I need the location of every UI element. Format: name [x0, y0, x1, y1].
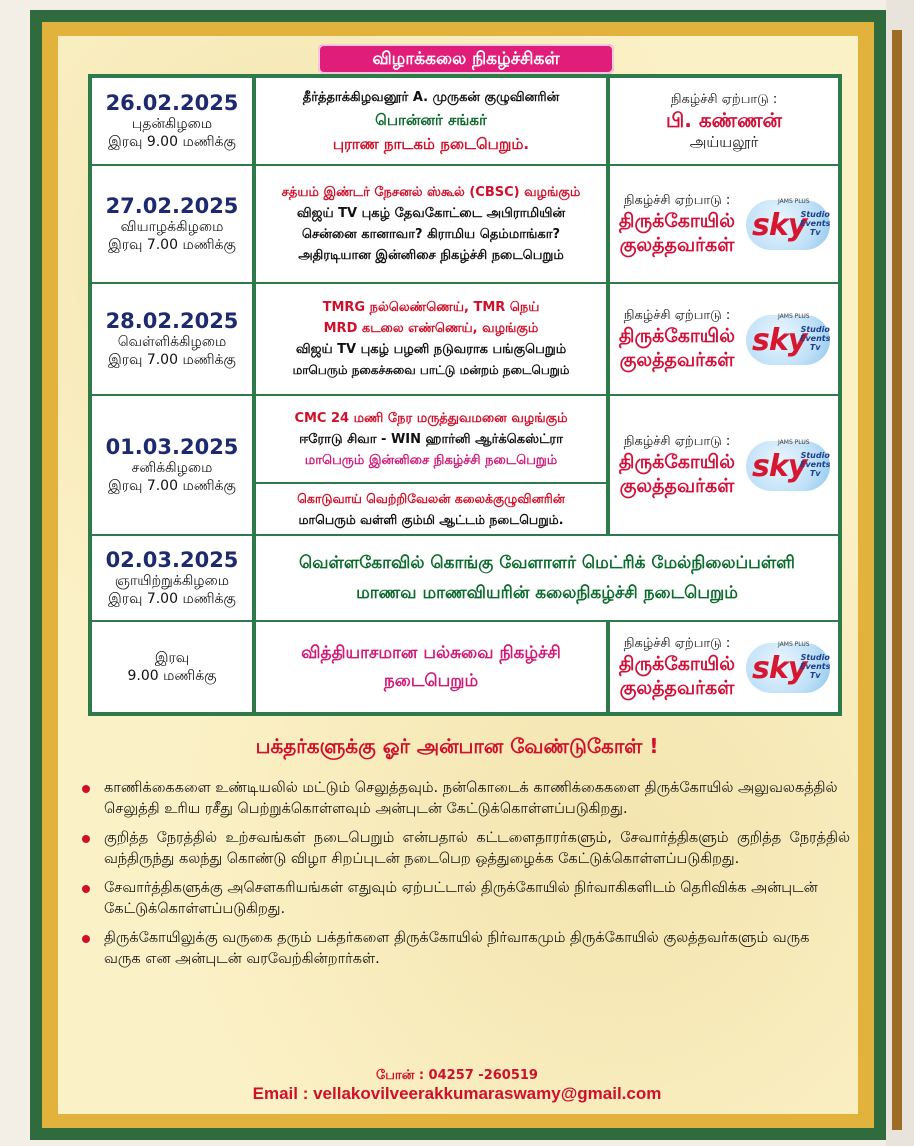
appeal-heading: பக்தர்களுக்கு ஓர் அன்பான வேண்டுகோள் !: [255, 734, 659, 758]
row-4-date: 01.03.2025: [105, 435, 239, 459]
row-3-line-4: மாபெரும் நகைச்சுவை பாட்டு மன்றம் நடைபெறும்: [292, 363, 570, 377]
row-4-time: இரவு 7.00 மணிக்கு: [108, 478, 236, 494]
row-2-organizer-name-2: குலத்தவர்கள்: [619, 233, 735, 256]
bullet-icon: [82, 835, 90, 843]
row-5-day: ஞாயிற்றுக்கிழமை: [114, 573, 230, 589]
row-6-program-cell: [254, 620, 608, 714]
row-4-line-2: ஈரோடு சிவா - WIN ஹார்னி ஆர்க்கெஸ்ட்ரா: [299, 431, 563, 447]
row-4-line-3: மாபெரும் இன்னிசை நிகழ்ச்சி நடைபெறும்: [304, 452, 558, 468]
row-4-day: சனிக்கிழமை: [131, 460, 213, 476]
schedule-banner: விழாக்கலை நிகழ்ச்சிகள்: [318, 44, 614, 74]
row-4-organizer-name-2: குலத்தவர்கள்: [619, 474, 735, 497]
row-3-time: இரவு 7.00 மணிக்கு: [108, 352, 236, 368]
row-5-line-2: மாணவ மாணவியரின் கலைநிகழ்ச்சி நடைபெறும்: [356, 583, 738, 603]
row-3-day: வெள்ளிக்கிழமை: [117, 334, 227, 350]
bullet-icon: [82, 935, 90, 943]
row-2-date: 27.02.2025: [105, 194, 239, 218]
sky-studio-logo: JAMS PLUS sky Studio Events Tv: [744, 637, 832, 697]
bullet-icon: [82, 785, 90, 793]
row-6-day: இரவு: [154, 650, 190, 666]
row-1-organizer-name: பி. கண்ணன்: [666, 107, 782, 132]
row-1-organizer-cell: [608, 76, 840, 166]
row-1-line-3: புராண நாடகம் நடைபெறும்.: [332, 134, 530, 153]
note-item: சேவார்த்திகளுக்கு அசௌகரியங்கள் எதுவும் ஏற்பட்டால் திருக்கோயில் நிர்வாகிகளிடம் தெரிவிக்க அன்புடன் கேட்டுக்கொள்ளப்படுகிறது.: [80, 878, 850, 920]
row-3-line-1: TMRG நல்லெண்ணெய், TMR நெய்: [322, 300, 540, 315]
row-2-organizer-cell: [608, 164, 840, 284]
bullet-icon: [82, 885, 90, 893]
row-4-organizer-name-1: திருக்கோயில்: [618, 450, 736, 473]
note-item: குறித்த நேரத்தில் உற்சவங்கள் நடைபெறும் என்பதால் கட்டளைதாரர்களும், சேவார்த்திகளும் குறித்த நேரத்தில் வந்திருந்து கலந்து கொண்டு விழா சிறப்புடன் நடைபெற ஒத்துழைக்க கேட்டுக்கொள்ளப்படுகிறது.: [80, 828, 850, 870]
row-5-program-cell: [254, 534, 840, 622]
row-2-time: இரவு 7.00 மணிக்கு: [108, 237, 236, 253]
row-6-organizer-name-2: குலத்தவர்கள்: [619, 676, 735, 699]
row-4-program-cell: [254, 394, 608, 484]
row-3-organizer-label: நிகழ்ச்சி ஏற்பாடு :: [623, 307, 731, 323]
row-2-line-1: சத்யம் இண்டர் நேசனல் ஸ்கூல் (CBSC) வழங்கும்: [281, 185, 581, 200]
row-6-organizer-label: நிகழ்ச்சி ஏற்பாடு :: [623, 635, 731, 651]
row-1-date-cell: [90, 76, 254, 166]
sky-studio-logo: JAMS PLUS sky Studio Events Tv: [744, 435, 832, 495]
row-5-time: இரவு 7.00 மணிக்கு: [108, 591, 236, 607]
row-3-date-cell: [90, 282, 254, 396]
row-2-line-3: சென்னை கானாவா? கிராமிய தெம்மாங்கா?: [301, 227, 561, 242]
row-2-date-cell: [90, 164, 254, 284]
row-3-line-3: விஜய் TV புகழ் பழனி நடுவராக பங்குபெறும்: [295, 342, 567, 357]
row-2-line-4: அதிரடியான இன்னிசை நிகழ்ச்சி நடைபெறும்: [298, 248, 564, 263]
row-3-organizer-cell: [608, 282, 840, 396]
row-6-time: 9.00 மணிக்கு: [127, 668, 217, 684]
row-3-organizer-name-2: குலத்தவர்கள்: [619, 348, 735, 371]
row-6-line-1: வித்தியாசமான பல்சுவை நிகழ்ச்சி: [301, 643, 561, 663]
row-4-organizer-cell: [608, 394, 840, 536]
row-4-line-1: CMC 24 மணி நேர மருத்துவமனை வழங்கும்: [294, 410, 568, 426]
note-item: காணிக்கைகளை உண்டியலில் மட்டும் செலுத்தவும். நன்கொடைக் காணிக்கைகளை திருக்கோயில் அலுவலகத்தில் செலுத்தி உரிய ரசீது பெற்றுக்கொள்ளவும் அன்புடன் கேட்டுக்கொள்ளப்படுகிறது.: [80, 778, 850, 820]
row-4-program-cell-b: [254, 482, 608, 536]
row-5-line-1: வெள்ளகோவில் கொங்கு வேளாளர் மெட்ரிக் மேல்நிலைப்பள்ளி: [299, 553, 795, 573]
note-item: திருக்கோயிலுக்கு வருகை தரும் பக்தர்களை திருக்கோயில் நிர்வாகமும் திருக்கோயில் குலத்தவர்களும் வருக வருக என அன்புடன் வரவேற்கின்றார்கள்.: [80, 928, 850, 970]
row-1-day: புதன்கிழமை: [131, 116, 213, 132]
row-2-organizer-label: நிகழ்ச்சி ஏற்பாடு :: [623, 192, 731, 208]
row-6-organizer-name-1: திருக்கோயில்: [618, 652, 736, 675]
row-1-program-cell: [254, 76, 608, 166]
row-1-organizer-label: நிகழ்ச்சி ஏற்பாடு :: [670, 91, 778, 107]
row-4-date-cell: [90, 394, 254, 536]
row-4-organizer-label: நிகழ்ச்சி ஏற்பாடு :: [623, 433, 731, 449]
row-5-date-cell: [90, 534, 254, 622]
row-6-organizer-cell: [608, 620, 840, 714]
row-1-line-1: தீர்த்தாக்கிழவனூர் A. முருகன் குழுவினரின்: [302, 89, 560, 105]
row-2-organizer-name-1: திருக்கோயில்: [618, 209, 736, 232]
email-address: Email : vellakovilveerakkumaraswamy@gmail.com: [252, 1084, 662, 1103]
row-2-day: வியாழக்கிழமை: [120, 219, 224, 235]
schedule-table: [88, 74, 842, 716]
row-4b-line-2: மாபெரும் வள்ளி கும்மி ஆட்டம் நடைபெறும்.: [298, 512, 564, 527]
phone-number: போன் : 04257 -260519: [376, 1068, 538, 1083]
row-1-organizer-place: அய்யலூர்: [689, 132, 759, 151]
sky-studio-logo: JAMS PLUS sky Studio Events Tv: [744, 194, 832, 254]
row-4b-line-1: கொடுவாய் வெற்றிவேலன் கலைக்குழுவினரின்: [297, 491, 565, 506]
row-1-time: இரவு 9.00 மணிக்கு: [108, 134, 236, 150]
sky-studio-logo: JAMS PLUS sky Studio Events Tv: [744, 309, 832, 369]
row-3-date: 28.02.2025: [105, 309, 239, 333]
row-2-line-2: விஜய் TV புகழ் தேவகோட்டை அபிராமியின்: [296, 206, 566, 221]
row-6-line-2: நடைபெறும்: [383, 671, 479, 691]
adjacent-page-edge: [886, 0, 914, 1146]
row-2-program-cell: [254, 164, 608, 284]
row-1-line-2: பொன்னர் சங்கர்: [375, 110, 487, 129]
row-6-date-cell: [90, 620, 254, 714]
row-3-organizer-name-1: திருக்கோயில்: [618, 324, 736, 347]
row-3-line-2: MRD கடலை எண்ணெய், வழங்கும்: [323, 321, 539, 336]
row-5-date: 02.03.2025: [105, 548, 239, 572]
row-1-date: 26.02.2025: [105, 91, 239, 115]
adjacent-page-ribbon: [892, 30, 902, 1130]
notes-list: [80, 778, 850, 978]
row-3-program-cell: [254, 282, 608, 396]
